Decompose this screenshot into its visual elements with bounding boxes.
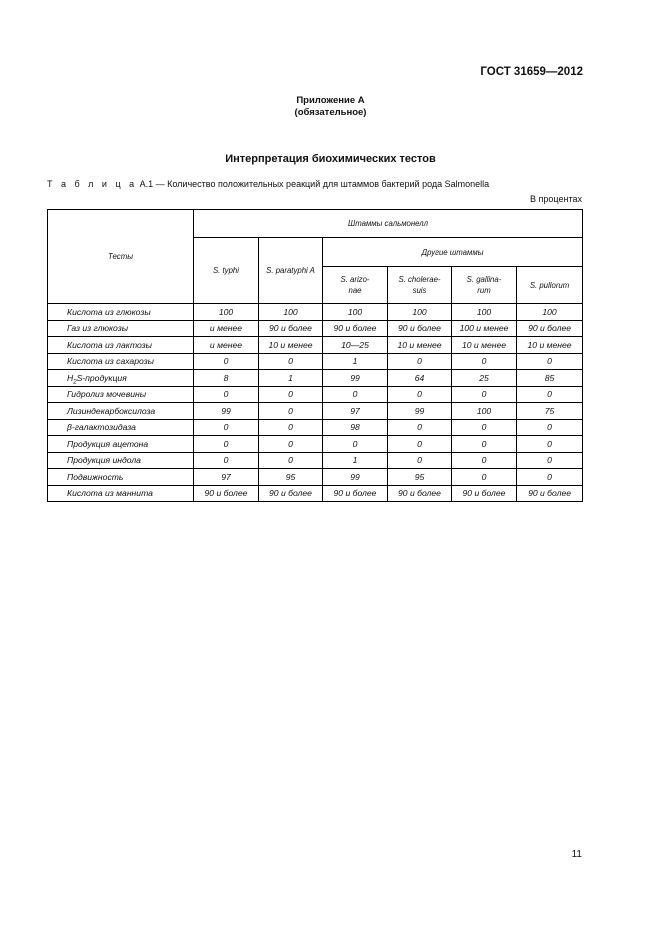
table-row [48,485,583,502]
table-units: В процентах [530,194,582,204]
table-cell: 98 [323,419,388,436]
table-cell: 100 [517,304,583,321]
table-cell: 0 [517,452,583,469]
annex-title: Приложение А [296,95,365,106]
table-cell: и менее [194,320,259,337]
col-header-4: S. gallina- rum [452,267,517,304]
row-label: Кислота из маннита [48,485,194,502]
table-cell: 0 [388,452,452,469]
table-cell: 0 [517,353,583,370]
table-cell: 0 [452,436,517,453]
col-header-3: S. cholerae- suis [388,267,452,304]
col-header-2: S. arizo- nae [323,267,388,304]
table-cell: 0 [517,469,583,486]
row-label: Кислота из глюкозы [48,304,194,321]
group-header-strains: Штаммы сальмонелл [194,210,583,238]
table-row [48,353,583,370]
table-cell: 99 [323,370,388,387]
standard-number: ГОСТ 31659—2012 [480,66,583,78]
row-label: β-галактозидаза [48,419,194,436]
table-cell: 10 и менее [452,337,517,354]
table-cell: 0 [323,386,388,403]
table-cell: 1 [323,452,388,469]
table-cell: 25 [452,370,517,387]
table-row [48,337,583,354]
table-cell: 0 [452,452,517,469]
table-cell: 90 и более [517,320,583,337]
table-cell: 95 [259,469,323,486]
table-cell: 10—25 [323,337,388,354]
table-cell: 0 [194,452,259,469]
table-cell: 0 [323,436,388,453]
table-cell: 10 и менее [517,337,583,354]
row-label: Лизиндекарбоксилоза [48,403,194,420]
table-cell: 100 и менее [452,320,517,337]
row-label: Продукция индола [48,452,194,469]
table-row [48,304,583,321]
table-cell: 100 [259,304,323,321]
section-heading: Интерпретация биохимических тестов [225,153,436,165]
table-cell: 0 [388,353,452,370]
table-cell: 64 [388,370,452,387]
table-row [48,386,583,403]
table-cell: 100 [388,304,452,321]
table-cell: 90 и более [194,485,259,502]
table-cell: 1 [259,370,323,387]
row-label: Продукция ацетона [48,436,194,453]
row-label: Газ из глюкозы [48,320,194,337]
table-cell: 10 и менее [388,337,452,354]
row-label-sub: 2 [73,379,77,386]
table-cell: 95 [388,469,452,486]
table-cell: 97 [323,403,388,420]
table-cell: 0 [452,469,517,486]
table-cell: 90 и более [323,320,388,337]
table-cell: и менее [194,337,259,354]
table-cell: 0 [194,419,259,436]
table-cell: 0 [452,386,517,403]
table-cell: 85 [517,370,583,387]
table-cell: 90 и более [517,485,583,502]
row-label: Кислота из сахарозы [48,353,194,370]
row-label-pre: H [67,372,74,383]
table-cell: 8 [194,370,259,387]
table-cell: 100 [452,403,517,420]
col-header-1: S. paratyphi A [259,238,323,304]
table-cell: 0 [388,419,452,436]
subgroup-header-other: Другие штаммы [323,238,583,267]
table-cell: 0 [388,386,452,403]
table-cell: 0 [259,386,323,403]
col-header-5: S. pullorum [517,267,583,304]
table-cell: 99 [323,469,388,486]
table-cell: 0 [194,353,259,370]
table-cell: 90 и более [388,320,452,337]
table-cell: 1 [323,353,388,370]
annex-status: (обязательное) [294,107,367,118]
col-header-tests: Тесты [48,210,194,304]
table-row [48,370,583,387]
table-cell: 0 [259,403,323,420]
table-cell: 90 и более [388,485,452,502]
table-cell: 99 [194,403,259,420]
table-cell: 10 и менее [259,337,323,354]
table-row [48,419,583,436]
row-label-post: S-продукция [76,372,127,383]
table-cell: 0 [517,386,583,403]
table-cell: 90 и более [259,320,323,337]
results-table [47,209,583,502]
table-cell: 0 [517,436,583,453]
page-number: 11 [571,849,582,860]
table-cell: 90 и более [259,485,323,502]
table-cell: 100 [323,304,388,321]
table-caption-text: А.1 — Количество положительных реакций для штаммов бактерий рода Salmonella [139,179,490,189]
table-cell: 0 [259,452,323,469]
table-caption [47,179,489,189]
table-caption-prefix: Т а б л и ц а [47,179,138,189]
table-cell: 0 [194,386,259,403]
table-row [48,403,583,420]
table-cell: 100 [452,304,517,321]
table-cell: 99 [388,403,452,420]
col-header-0: S. typhi [194,238,259,304]
row-label: Подвижность [48,469,194,486]
table-row [48,469,583,486]
row-label [48,370,194,387]
table-cell: 0 [452,419,517,436]
annex-title-block [0,95,661,119]
table-cell: 90 и более [452,485,517,502]
table-cell: 90 и более [323,485,388,502]
row-label: Кислота из лактозы [48,337,194,354]
table-cell: 0 [194,436,259,453]
table-cell: 0 [259,353,323,370]
table-cell: 0 [259,419,323,436]
table-cell: 0 [517,419,583,436]
row-label: Гидролиз мочевины [48,386,194,403]
table-cell: 100 [194,304,259,321]
table-cell: 75 [517,403,583,420]
table-cell: 0 [452,353,517,370]
table-row [48,436,583,453]
table-cell: 0 [259,436,323,453]
table-cell: 0 [388,436,452,453]
table-row [48,452,583,469]
table-cell: 97 [194,469,259,486]
table-row [48,320,583,337]
